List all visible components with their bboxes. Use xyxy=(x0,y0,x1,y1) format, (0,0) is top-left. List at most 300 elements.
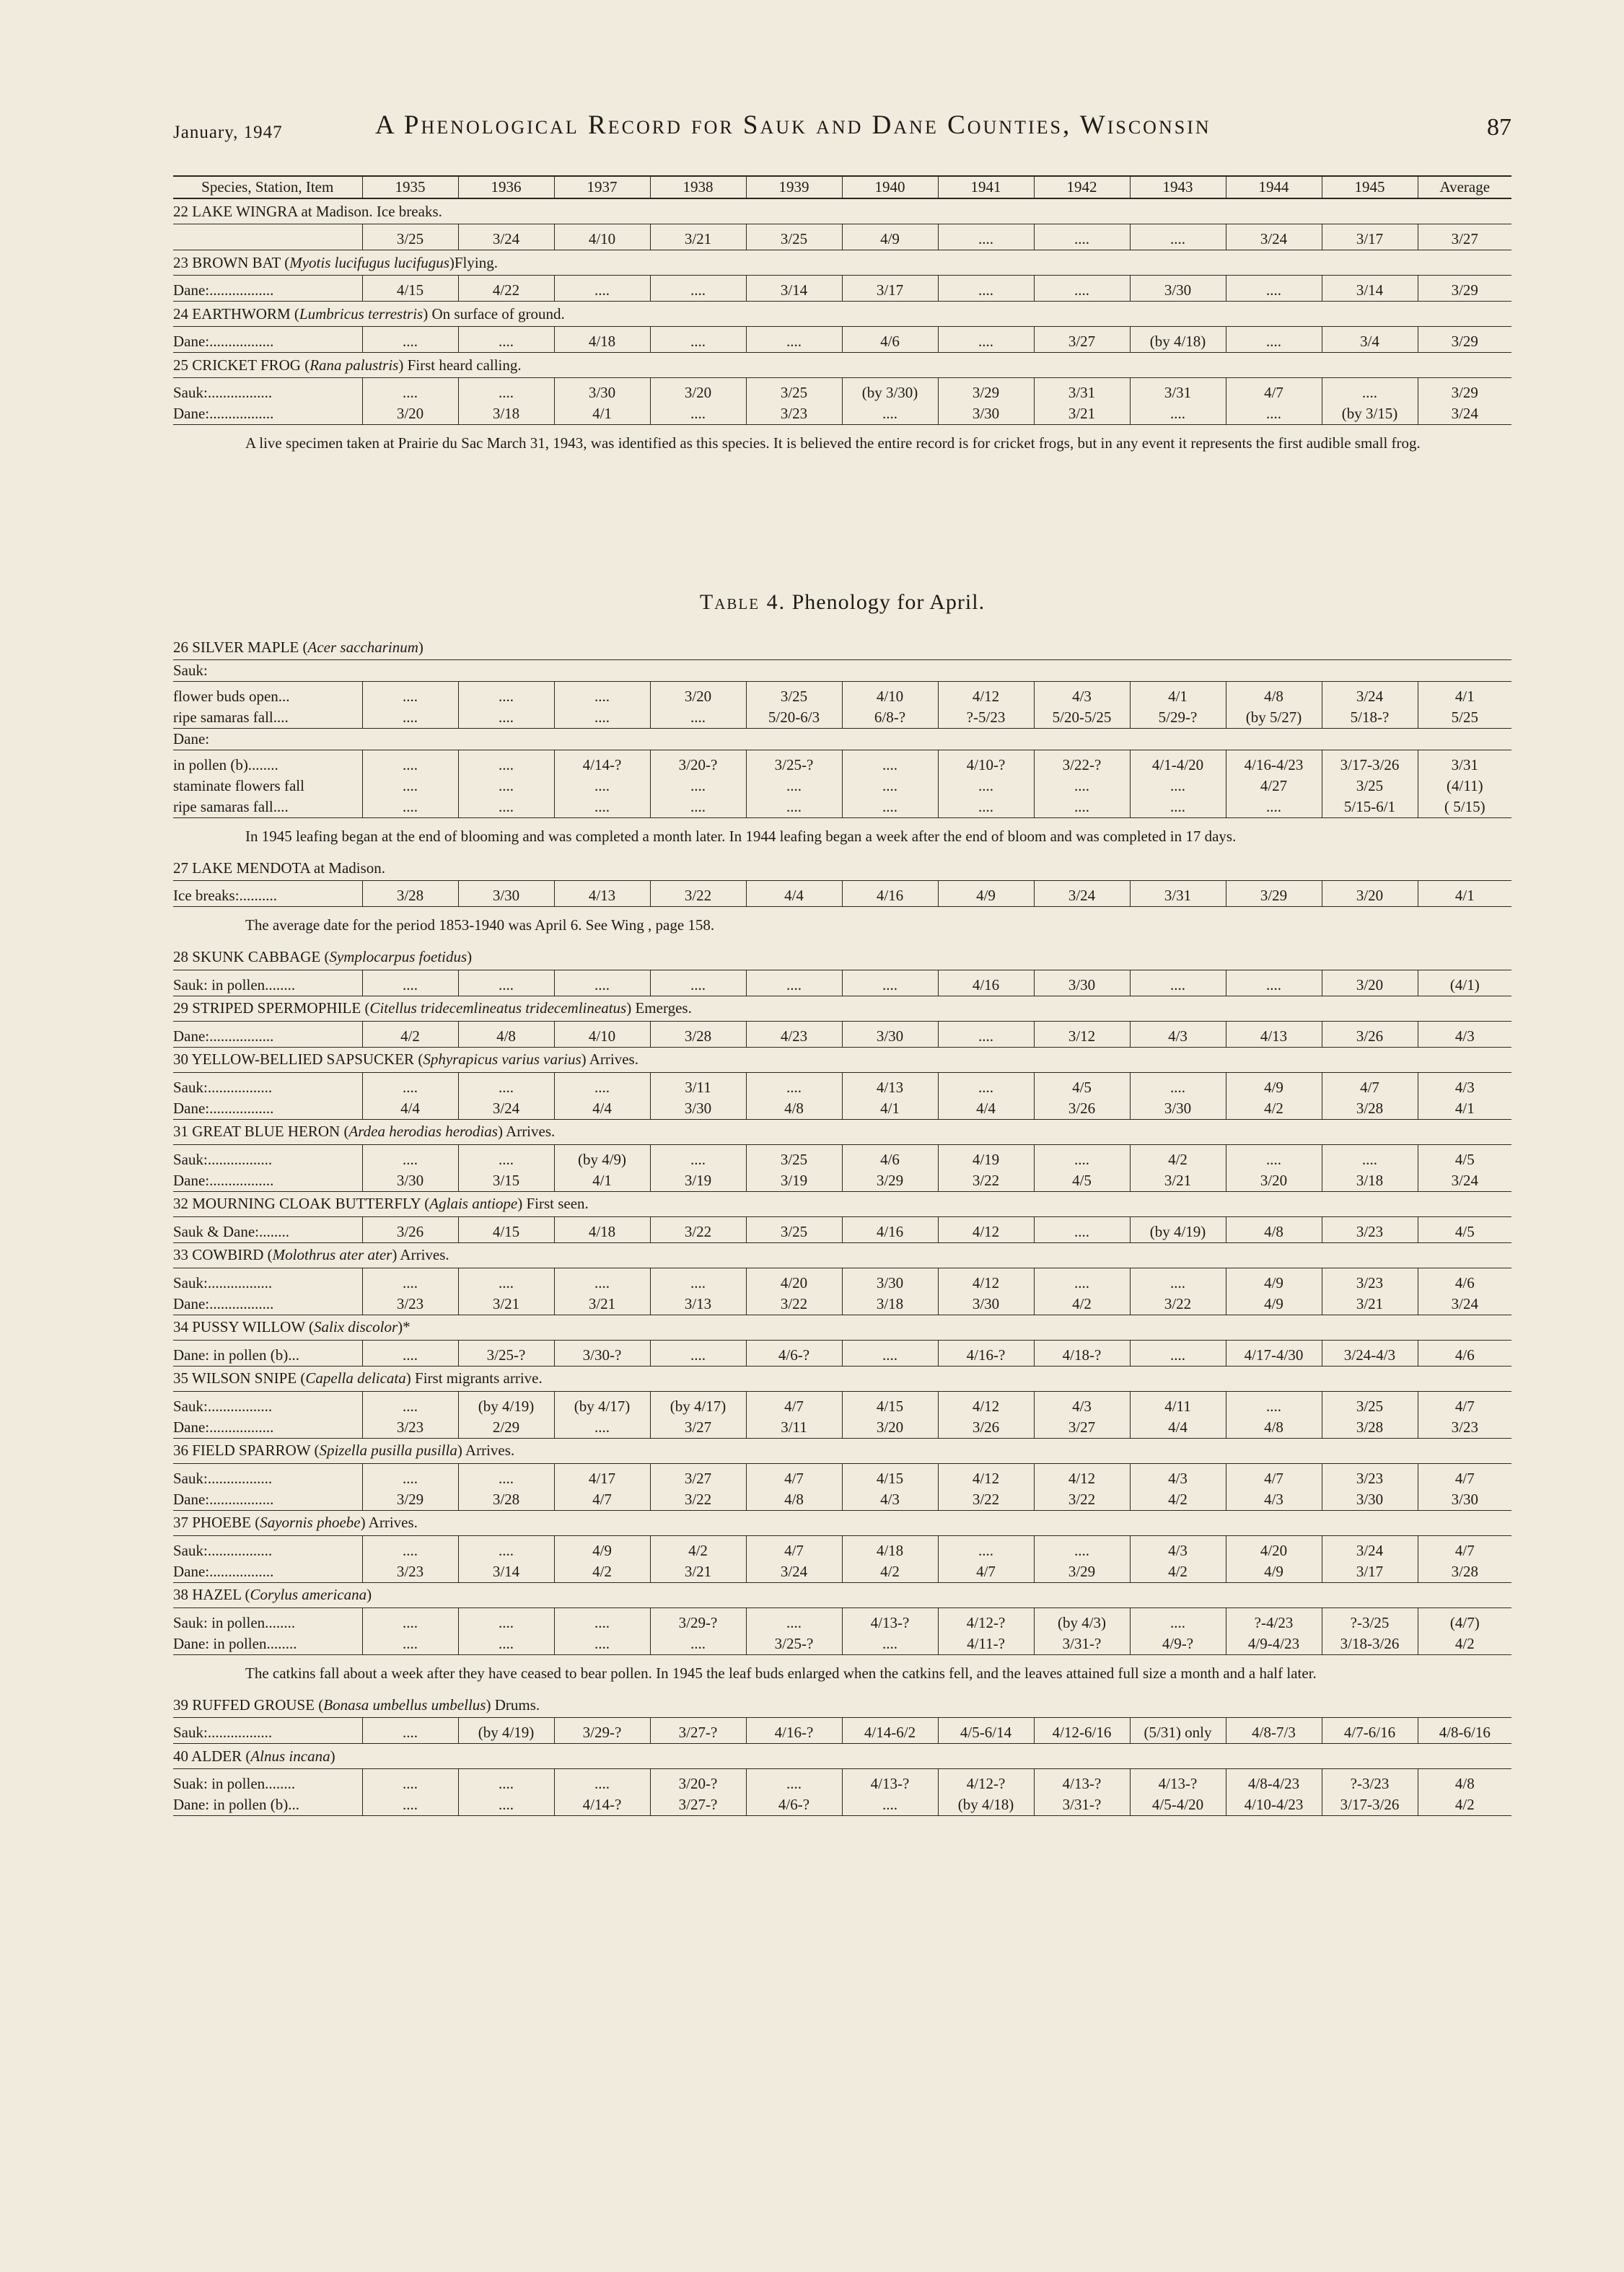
year-cell: .... xyxy=(938,224,1034,250)
year-cell: 4/20 xyxy=(1226,1535,1322,1561)
year-cell: .... xyxy=(458,1144,554,1170)
year-cell: 4/8 xyxy=(458,1021,554,1047)
average-cell: 3/24 xyxy=(1418,403,1511,425)
species-name: EARTHWORM xyxy=(192,304,291,323)
row-label: Dane: in pollen (b)... xyxy=(173,1340,362,1366)
species-heading-row xyxy=(173,1744,1511,1769)
year-cell: 4/8 xyxy=(1226,1417,1322,1439)
species-observation: Arrives. xyxy=(462,1442,515,1460)
article-title: A Phenological Record for Sauk and Dane Counties, Wisconsin xyxy=(375,110,1211,140)
table-row xyxy=(173,1391,1511,1417)
species-observation: Arrives. xyxy=(397,1246,449,1264)
year-cell: 3/25-? xyxy=(746,1633,842,1655)
table-row xyxy=(173,1535,1511,1561)
species-heading: 23 BROWN BAT (Myotis lucifugus lucifugus)Flying. xyxy=(173,253,498,271)
year-cell: 3/28 xyxy=(362,881,458,907)
table-row xyxy=(173,327,1511,353)
table-row xyxy=(173,1417,1511,1439)
average-cell: 4/5 xyxy=(1418,1216,1511,1242)
species-heading-row xyxy=(173,1510,1511,1535)
year-cell: .... xyxy=(650,707,746,729)
footnote-row xyxy=(173,907,1511,945)
year-cell: 4/12 xyxy=(938,1391,1034,1417)
year-cell: 3/14 xyxy=(1322,276,1418,302)
row-label: Dane: in pollen (b)... xyxy=(173,1794,362,1816)
year-cell: 3/22 xyxy=(938,1489,1034,1511)
species-observation: * xyxy=(403,1318,411,1336)
table-row xyxy=(173,1021,1511,1047)
year-cell: .... xyxy=(1226,403,1322,425)
year-cell: 3/29 xyxy=(1034,1561,1130,1583)
row-label: staminate flowers fall xyxy=(173,777,304,794)
species-heading: 24 EARTHWORM (Lumbricus terrestris) On surface of ground. xyxy=(173,304,565,323)
year-cell: .... xyxy=(1226,970,1322,996)
species-heading-row xyxy=(173,1582,1511,1607)
average-cell: 4/1 xyxy=(1418,1098,1511,1120)
year-cell: (by 4/19) xyxy=(458,1718,554,1744)
year-cell: .... xyxy=(458,1268,554,1294)
year-cell: 4/1 xyxy=(1130,682,1226,708)
row-label: Sauk:................. xyxy=(173,1718,362,1744)
table-row xyxy=(173,682,1511,708)
year-cell: .... xyxy=(650,276,746,302)
average-cell: 4/6 xyxy=(1418,1340,1511,1366)
year-cell: .... xyxy=(362,1718,458,1744)
year-cell: .... xyxy=(554,970,650,996)
row-label xyxy=(173,224,362,250)
year-cell: 3/21 xyxy=(650,1561,746,1583)
year-cell: 3/23 xyxy=(746,403,842,425)
year-cell: 4/14-? xyxy=(554,750,650,776)
species-heading: 34 PUSSY WILLOW (Salix discolor)* xyxy=(173,1318,411,1336)
year-cell: .... xyxy=(938,1021,1034,1047)
year-cell: 4/11 xyxy=(1130,1391,1226,1417)
species-number: 29 xyxy=(173,999,188,1017)
species-heading-row xyxy=(173,945,1511,970)
species-heading-row xyxy=(173,1366,1511,1391)
year-cell: 4/12 xyxy=(938,1216,1034,1242)
year-cell: 3/21 xyxy=(650,224,746,250)
year-cell: .... xyxy=(458,682,554,708)
year-cell: .... xyxy=(362,327,458,353)
year-cell: .... xyxy=(458,1633,554,1655)
year-cell: 3/30 xyxy=(842,1268,938,1294)
year-cell: .... xyxy=(458,750,554,776)
year-cell: 3/19 xyxy=(746,1170,842,1192)
year-cell: 3/19 xyxy=(650,1170,746,1192)
year-cell: (by 4/17) xyxy=(554,1391,650,1417)
table-row xyxy=(173,1144,1511,1170)
running-header xyxy=(173,110,1511,146)
year-cell: 4/22 xyxy=(458,276,554,302)
year-cell: 4/19 xyxy=(938,1144,1034,1170)
species-number: 28 xyxy=(173,948,188,966)
species-number: 22 xyxy=(173,202,188,220)
year-cell: 4/18 xyxy=(842,1535,938,1561)
species-observation: Arrives. xyxy=(502,1123,556,1141)
row-label: Dane:................. xyxy=(173,276,362,302)
year-cell: 4/9-4/23 xyxy=(1226,1633,1322,1655)
group-heading: Sauk: xyxy=(173,660,1511,682)
group-heading-row xyxy=(173,660,1511,682)
species-name: RUFFED GROUSE xyxy=(192,1696,315,1714)
year-cell: .... xyxy=(1130,776,1226,797)
row-label: ripe samaras fall.... xyxy=(173,707,362,729)
year-cell: 4/16 xyxy=(842,1216,938,1242)
year-cell: 3/26 xyxy=(938,1417,1034,1439)
year-cell: .... xyxy=(554,1607,650,1633)
year-cell: 5/18-? xyxy=(1322,707,1418,729)
year-cell: .... xyxy=(554,682,650,708)
species-name: LAKE MENDOTA xyxy=(192,859,310,877)
year-cell: 3/23 xyxy=(362,1561,458,1583)
species-number: 30 xyxy=(173,1051,188,1069)
year-cell: 4/16 xyxy=(938,970,1034,996)
year-cell: .... xyxy=(554,776,650,797)
row-label: Dane:................. xyxy=(173,1021,362,1047)
year-cell: .... xyxy=(1226,327,1322,353)
year-cell: 3/20 xyxy=(842,1417,938,1439)
year-cell: 4/7-6/16 xyxy=(1322,1718,1418,1744)
year-cell: .... xyxy=(362,776,458,797)
year-cell: 3/18 xyxy=(842,1294,938,1315)
year-cell: 4/4 xyxy=(938,1098,1034,1120)
year-cell: (by 4/9) xyxy=(554,1144,650,1170)
year-cell: .... xyxy=(1322,378,1418,404)
table-row xyxy=(173,1098,1511,1120)
year-cell: 3/21 xyxy=(458,1294,554,1315)
table-row xyxy=(173,1463,1511,1489)
species-heading: 31 GREAT BLUE HERON (Ardea herodias herodias) Arrives. xyxy=(173,1123,556,1141)
year-cell: 4/2 xyxy=(842,1561,938,1583)
average-cell: 4/7 xyxy=(1418,1535,1511,1561)
year-cell: 3/24 xyxy=(1226,224,1322,250)
year-cell: 3/20 xyxy=(1322,881,1418,907)
average-cell: 3/29 xyxy=(1418,276,1511,302)
year-cell: (5/31) only xyxy=(1130,1718,1226,1744)
year-cell: 3/22 xyxy=(938,1170,1034,1192)
year-cell: ?-5/23 xyxy=(938,707,1034,729)
year-cell: 4/9 xyxy=(554,1535,650,1561)
year-cell: 4/4 xyxy=(554,1098,650,1120)
row-label: in pollen (b)........ xyxy=(173,756,278,773)
year-cell: .... xyxy=(1130,224,1226,250)
year-cell: 3/30 xyxy=(938,1294,1034,1315)
year-cell: 4/3 xyxy=(1034,682,1130,708)
year-cell: .... xyxy=(650,1340,746,1366)
row-label: Dane:................. xyxy=(173,1489,362,1511)
species-name: BROWN BAT xyxy=(192,253,281,271)
year-cell: 4/1 xyxy=(554,1170,650,1192)
year-cell: (by 3/15) xyxy=(1322,403,1418,425)
year-cell: .... xyxy=(1034,776,1130,797)
year-cell: 3/14 xyxy=(458,1561,554,1583)
species-heading: 37 PHOEBE (Sayornis phoebe) Arrives. xyxy=(173,1514,418,1532)
table-row xyxy=(173,1170,1511,1192)
average-cell: 3/24 xyxy=(1418,1170,1511,1192)
year-cell: 4/15 xyxy=(842,1391,938,1417)
year-cell: 4/6-? xyxy=(746,1340,842,1366)
species-name: CRICKET FROG xyxy=(192,356,301,374)
year-cell: (by 4/17) xyxy=(650,1391,746,1417)
year-cell: .... xyxy=(458,1463,554,1489)
table-4-caption xyxy=(173,590,1511,615)
row-label: Dane:................. xyxy=(173,327,362,353)
year-cell: .... xyxy=(362,1463,458,1489)
row-label: Ice breaks:.......... xyxy=(173,881,362,907)
year-cell: (by 4/18) xyxy=(1130,327,1226,353)
row-label: Sauk:................. xyxy=(173,1535,362,1561)
species-number: 25 xyxy=(173,356,188,374)
year-cell: .... xyxy=(554,1633,650,1655)
year-cell: 4/8 xyxy=(746,1098,842,1120)
table-row xyxy=(173,1489,1511,1511)
species-observation: Drums. xyxy=(491,1696,540,1714)
year-cell: 4/9 xyxy=(1226,1072,1322,1098)
year-cell: 4/16-? xyxy=(938,1340,1034,1366)
average-cell: 3/27 xyxy=(1418,224,1511,250)
year-cell: 3/15 xyxy=(458,1170,554,1192)
year-cell: 4/4 xyxy=(1130,1417,1226,1439)
species-heading: 33 COWBIRD (Molothrus ater ater) Arrives. xyxy=(173,1246,449,1264)
year-cell: ?-3/23 xyxy=(1322,1769,1418,1795)
column-header-1935: 1935 xyxy=(362,176,458,198)
year-cell: 3/29 xyxy=(842,1170,938,1192)
year-cell: .... xyxy=(362,1144,458,1170)
year-cell: 4/5-6/14 xyxy=(938,1718,1034,1744)
table-row xyxy=(173,1268,1511,1294)
table-row xyxy=(173,970,1511,996)
row-label: Sauk & Dane:........ xyxy=(173,1216,362,1242)
year-cell: 3/25 xyxy=(746,682,842,708)
year-cell: 3/13 xyxy=(650,1294,746,1315)
table-row xyxy=(173,1340,1511,1366)
year-cell: 3/23 xyxy=(362,1294,458,1315)
year-cell: (by 5/27) xyxy=(1226,707,1322,729)
species-number: 26 xyxy=(173,638,188,656)
species-latin-name: Salix discolor xyxy=(314,1318,398,1336)
species-name: YELLOW-BELLIED SAPSUCKER xyxy=(191,1051,415,1069)
year-cell: 4/13-? xyxy=(1034,1769,1130,1795)
year-cell: 4/12 xyxy=(1034,1463,1130,1489)
species-heading: 35 WILSON SNIPE (Capella delicata) First migrants arrive. xyxy=(173,1369,543,1387)
year-cell: 3/21 xyxy=(1130,1170,1226,1192)
year-cell: 3/18 xyxy=(458,403,554,425)
year-cell: .... xyxy=(938,1535,1034,1561)
year-cell: .... xyxy=(458,1794,554,1816)
year-cell: .... xyxy=(458,707,554,729)
column-header-1937: 1937 xyxy=(554,176,650,198)
species-footnote: A live specimen taken at Prairie du Sac March 31, 1943, was identified as this species. It is believed the entire record is for cricket frogs, but in any event it represents the first audible small frog. xyxy=(245,434,1421,452)
year-cell: 3/30 xyxy=(1034,970,1130,996)
year-cell: 3/24 xyxy=(458,224,554,250)
year-cell: 4/9-? xyxy=(1130,1633,1226,1655)
year-cell: .... xyxy=(842,1794,938,1816)
year-cell: 3/27-? xyxy=(650,1794,746,1816)
table-row xyxy=(173,1072,1511,1098)
row-label: Dane:................. xyxy=(173,403,362,425)
year-cell: 4/2 xyxy=(1130,1489,1226,1511)
year-cell: 4/12 xyxy=(938,1268,1034,1294)
year-cell: 3/22 xyxy=(1130,1294,1226,1315)
year-cell: 4/7 xyxy=(938,1561,1034,1583)
year-cell: 4/5-4/20 xyxy=(1130,1794,1226,1816)
column-header-species: Species, Station, Item xyxy=(173,176,362,198)
row-label: Suak: in pollen........ xyxy=(173,1769,362,1795)
year-cell: 4/17 xyxy=(554,1463,650,1489)
year-cell: 3/23 xyxy=(1322,1463,1418,1489)
year-cell: .... xyxy=(362,1535,458,1561)
year-cell: .... xyxy=(1034,224,1130,250)
average-cell: 3/29 xyxy=(1418,327,1511,353)
species-latin-name: Alnus incana xyxy=(250,1747,330,1765)
year-cell: 3/31 xyxy=(1034,378,1130,404)
year-cell: 3/25 xyxy=(1322,776,1418,797)
species-latin-name: Lumbricus terrestris xyxy=(299,304,423,323)
table-row xyxy=(173,750,1511,776)
species-latin-name: Rana palustris xyxy=(310,356,399,374)
year-cell: 4/9 xyxy=(1226,1268,1322,1294)
species-number: 31 xyxy=(173,1123,188,1141)
year-cell: 4/15 xyxy=(458,1216,554,1242)
year-cell: 3/20 xyxy=(650,682,746,708)
species-heading-row xyxy=(173,250,1511,276)
average-cell: 3/28 xyxy=(1418,1561,1511,1583)
year-cell: .... xyxy=(842,403,938,425)
species-heading: 39 RUFFED GROUSE (Bonasa umbellus umbellus) Drums. xyxy=(173,1696,540,1714)
year-cell: 3/30 xyxy=(1130,276,1226,302)
year-cell: (by 4/19) xyxy=(1130,1216,1226,1242)
year-cell: 3/21 xyxy=(554,1294,650,1315)
species-observation: Arrives. xyxy=(586,1051,638,1069)
year-cell: 3/17 xyxy=(1322,224,1418,250)
year-cell: .... xyxy=(554,1769,650,1795)
year-cell: 4/7 xyxy=(1226,378,1322,404)
year-cell: .... xyxy=(458,327,554,353)
year-cell: 3/31 xyxy=(1130,881,1226,907)
species-latin-name: Ardea herodias herodias xyxy=(348,1123,498,1141)
year-cell: 3/26 xyxy=(1322,1021,1418,1047)
species-name: FIELD SPARROW xyxy=(192,1442,311,1460)
row-label: Sauk:................. xyxy=(173,1072,362,1098)
year-cell: 4/13-? xyxy=(842,1769,938,1795)
year-cell: 3/4 xyxy=(1322,327,1418,353)
year-cell: .... xyxy=(458,1607,554,1633)
year-cell: 4/20 xyxy=(746,1268,842,1294)
table-row xyxy=(173,378,1511,404)
year-cell: .... xyxy=(746,1072,842,1098)
year-cell: ?-3/25 xyxy=(1322,1607,1418,1633)
group-heading: Dane: xyxy=(173,729,1511,750)
species-heading-row xyxy=(173,856,1511,881)
row-label: Sauk:................. xyxy=(173,1463,362,1489)
year-cell: .... xyxy=(938,797,1034,818)
species-footnote: The average date for the period 1853-1940 was April 6. See Wing , page 158. xyxy=(245,916,715,934)
year-cell: 4/7 xyxy=(1226,1463,1322,1489)
year-cell: 3/18-3/26 xyxy=(1322,1633,1418,1655)
year-cell: .... xyxy=(1034,1535,1130,1561)
species-name: PUSSY WILLOW xyxy=(192,1318,305,1336)
species-number: 39 xyxy=(173,1696,188,1714)
year-cell: 3/31-? xyxy=(1034,1633,1130,1655)
year-cell: 3/27 xyxy=(650,1417,746,1439)
column-header-1943: 1943 xyxy=(1130,176,1226,198)
year-cell: 4/4 xyxy=(746,881,842,907)
year-cell: 4/8 xyxy=(746,1489,842,1511)
year-cell: 3/24 xyxy=(1322,682,1418,708)
species-latin-name: Sayornis phoebe xyxy=(260,1514,361,1532)
year-cell: 4/15 xyxy=(362,276,458,302)
average-cell: 4/1 xyxy=(1418,881,1511,907)
species-name: SKUNK CABBAGE xyxy=(192,948,321,966)
year-cell: 3/23 xyxy=(362,1417,458,1439)
year-cell: 3/30 xyxy=(842,1021,938,1047)
year-cell: .... xyxy=(362,1607,458,1633)
year-cell: 3/30 xyxy=(1130,1098,1226,1120)
year-cell: 3/28 xyxy=(1322,1417,1418,1439)
year-cell: 3/20-? xyxy=(650,750,746,776)
year-cell: 4/7 xyxy=(746,1391,842,1417)
year-cell: 4/18 xyxy=(554,1216,650,1242)
year-cell: .... xyxy=(1226,1391,1322,1417)
year-cell: 4/16-4/23 xyxy=(1226,750,1322,776)
year-cell: 3/24 xyxy=(746,1561,842,1583)
year-cell: 4/2 xyxy=(1226,1098,1322,1120)
year-cell: .... xyxy=(746,797,842,818)
species-latin-name: Molothrus ater ater xyxy=(272,1246,392,1264)
year-cell: 3/30-? xyxy=(554,1340,650,1366)
species-heading-row xyxy=(173,302,1511,327)
average-cell: (4/1) xyxy=(1418,970,1511,996)
year-cell: .... xyxy=(1130,970,1226,996)
species-latin-name: Acer saccharinum xyxy=(307,638,418,656)
average-cell: 5/25 xyxy=(1418,707,1511,729)
species-name: GREAT BLUE HERON xyxy=(192,1123,341,1141)
year-cell: 4/9 xyxy=(842,224,938,250)
year-cell: (by 4/3) xyxy=(1034,1607,1130,1633)
year-cell: 3/29-? xyxy=(650,1607,746,1633)
year-cell: .... xyxy=(362,378,458,404)
row-label: Sauk: in pollen........ xyxy=(173,1607,362,1633)
species-observation: First seen. xyxy=(522,1195,589,1213)
species-name: COWBIRD xyxy=(192,1246,264,1264)
species-number: 40 xyxy=(173,1747,188,1765)
issue-date: January, 1947 xyxy=(173,123,283,142)
year-cell: .... xyxy=(458,970,554,996)
year-cell: 3/17 xyxy=(842,276,938,302)
year-cell: .... xyxy=(362,797,458,818)
year-cell: 3/23 xyxy=(1322,1216,1418,1242)
average-cell: (4/11) xyxy=(1418,776,1511,797)
species-observation: Flying. xyxy=(454,253,498,271)
year-cell: 4/3 xyxy=(1130,1463,1226,1489)
year-cell: 4/10 xyxy=(842,682,938,708)
year-cell: 4/2 xyxy=(1130,1561,1226,1583)
table-row xyxy=(173,1633,1511,1655)
species-heading-row xyxy=(173,1315,1511,1340)
species-heading-row xyxy=(173,635,1511,660)
table-row xyxy=(173,881,1511,907)
year-cell: 3/27 xyxy=(1034,1417,1130,1439)
table-row xyxy=(173,1718,1511,1744)
year-cell: 3/17-3/26 xyxy=(1322,1794,1418,1816)
year-cell: 2/29 xyxy=(458,1417,554,1439)
year-cell: 3/27-? xyxy=(650,1718,746,1744)
species-observation: On surface of ground. xyxy=(428,304,565,323)
species-heading-row xyxy=(173,1047,1511,1072)
species-latin-name: Spizella pusilla pusilla xyxy=(319,1442,457,1460)
year-cell: 3/30 xyxy=(938,403,1034,425)
